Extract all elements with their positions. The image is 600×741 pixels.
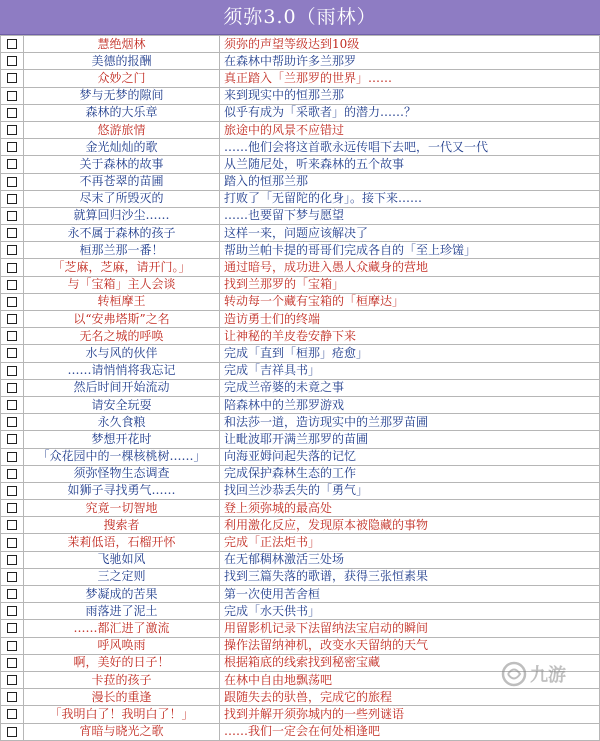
achievement-description: 让神秘的羊皮卷安静下来 <box>220 328 600 345</box>
achievement-name: 搜索者 <box>24 517 220 534</box>
achievement-name: ……请悄悄将我忘记 <box>24 362 220 379</box>
table-row <box>1 345 600 362</box>
achievement-name: 「众花园中的一棵核桃树……」 <box>24 448 220 465</box>
row-checkbox-cell <box>1 586 24 603</box>
row-checkbox-cell <box>1 482 24 499</box>
table-row <box>1 328 600 345</box>
table-row <box>1 207 600 224</box>
achievement-name: 漫长的重逢 <box>24 689 220 706</box>
achievement-name: 须弥怪物生态调查 <box>24 465 220 482</box>
achievement-description: 真正踏入「兰那罗的世界」…… <box>220 70 600 87</box>
table-row <box>1 379 600 396</box>
achievement-description: 完成保护森林生态的工作 <box>220 465 600 482</box>
achievement-description: 让毗波耶开满兰那罗的苗圃 <box>220 431 600 448</box>
table-row <box>1 156 600 173</box>
checkbox[interactable] <box>7 73 17 83</box>
table-row <box>1 723 600 740</box>
achievement-description: 完成「正法炬书」 <box>220 534 600 551</box>
row-checkbox-cell <box>1 225 24 242</box>
row-checkbox-cell <box>1 637 24 654</box>
row-checkbox-cell <box>1 293 24 310</box>
checkbox[interactable] <box>7 280 17 290</box>
page-title-text: 须弥3.0（雨林） <box>223 6 377 28</box>
table-row <box>1 70 600 87</box>
checkbox[interactable] <box>7 658 17 668</box>
site-logo-icon <box>500 659 594 689</box>
achievement-description: 踏入的恒那兰那 <box>220 173 600 190</box>
checkbox[interactable] <box>7 211 17 221</box>
achievement-name: 美德的报酬 <box>24 53 220 70</box>
achievement-name: 茉莉低语，石榴开怀 <box>24 534 220 551</box>
checkbox[interactable] <box>7 297 17 307</box>
table-row <box>1 620 600 637</box>
row-checkbox-cell <box>1 276 24 293</box>
achievement-description: ……我们一定会在何处相逢吧 <box>220 723 600 740</box>
achievement-name: 就算回归沙尘…… <box>24 207 220 224</box>
page-title <box>0 0 600 35</box>
achievement-name: 宵暗与晓光之歌 <box>24 723 220 740</box>
table-row <box>1 104 600 121</box>
checkbox[interactable] <box>7 727 17 737</box>
achievement-name: 金光灿灿的歌 <box>24 139 220 156</box>
achievement-name: 桓那兰那一番！ <box>24 242 220 259</box>
achievement-rows <box>1 36 600 741</box>
achievement-description: 在林中自由地飘荡吧 <box>220 671 600 688</box>
achievement-name: 究竟一切智地 <box>24 500 220 517</box>
checkbox[interactable] <box>7 400 17 410</box>
checkbox[interactable] <box>7 452 17 462</box>
row-checkbox-cell <box>1 311 24 328</box>
row-checkbox-cell <box>1 568 24 585</box>
achievement-description: 从兰随尼处，听来森林的五个故事 <box>220 156 600 173</box>
achievement-description: 陪森林中的兰那罗游戏 <box>220 396 600 413</box>
row-checkbox-cell <box>1 53 24 70</box>
checkbox[interactable] <box>7 159 17 169</box>
checkbox[interactable] <box>7 589 17 599</box>
checkbox[interactable] <box>7 39 17 49</box>
achievement-description: 完成「吉祥具书」 <box>220 362 600 379</box>
table-row <box>1 517 600 534</box>
achievement-name: 不再苍翠的苗圃 <box>24 173 220 190</box>
table-row <box>1 396 600 413</box>
achievement-name: 梦与无梦的隙间 <box>24 87 220 104</box>
achievement-description: 完成兰帝婆的未竟之事 <box>220 379 600 396</box>
checkbox[interactable] <box>7 125 17 135</box>
table-row <box>1 121 600 138</box>
row-checkbox-cell <box>1 173 24 190</box>
achievement-description: ……他们会将这首歌永远传唱下去吧，一代又一代 <box>220 139 600 156</box>
checkbox[interactable] <box>7 692 17 702</box>
achievement-table <box>0 35 600 741</box>
achievement-description: 似乎有成为「采歌者」的潜力……？ <box>220 104 600 121</box>
achievement-description: 找到三篇失落的歌谱，获得三张恒素果 <box>220 568 600 585</box>
achievement-description: 找回兰沙恭丢失的「勇气」 <box>220 482 600 499</box>
achievement-description: 第一次使用苦舍桓 <box>220 586 600 603</box>
achievement-name: 呼风唤雨 <box>24 637 220 654</box>
achievement-name: 然后时间开始流动 <box>24 379 220 396</box>
table-row <box>1 414 600 431</box>
row-checkbox-cell <box>1 671 24 688</box>
achievement-name: 关于森林的故事 <box>24 156 220 173</box>
achievement-description: 找到兰那罗的「宝箱」 <box>220 276 600 293</box>
checkbox[interactable] <box>7 194 17 204</box>
row-checkbox-cell <box>1 87 24 104</box>
table-row <box>1 706 600 723</box>
table-row <box>1 551 600 568</box>
achievement-name: 三之定则 <box>24 568 220 585</box>
achievement-name: 众妙之门 <box>24 70 220 87</box>
checkbox[interactable] <box>7 520 17 530</box>
checkbox[interactable] <box>7 91 17 101</box>
achievement-name: 与「宝箱」主人会谈 <box>24 276 220 293</box>
row-checkbox-cell <box>1 156 24 173</box>
achievement-description: ……也要留下梦与愿望 <box>220 207 600 224</box>
achievement-description: 完成「直到「桓那」疮愈」 <box>220 345 600 362</box>
row-checkbox-cell <box>1 706 24 723</box>
row-checkbox-cell <box>1 207 24 224</box>
row-checkbox-cell <box>1 534 24 551</box>
checkbox[interactable] <box>7 572 17 582</box>
row-checkbox-cell <box>1 104 24 121</box>
checkbox[interactable] <box>7 142 17 152</box>
checkbox[interactable] <box>7 331 17 341</box>
achievement-name: 慧绝烟林 <box>24 36 220 53</box>
achievement-description: 转动每一个藏有宝箱的「桓摩达」 <box>220 293 600 310</box>
table-row <box>1 259 600 276</box>
achievement-name: 请安全玩耍 <box>24 396 220 413</box>
checkbox[interactable] <box>7 228 17 238</box>
row-checkbox-cell <box>1 603 24 620</box>
table-row <box>1 482 600 499</box>
achievement-description: 根据箱底的线索找到秘密宝藏 <box>220 654 600 671</box>
table-row <box>1 689 600 706</box>
row-checkbox-cell <box>1 362 24 379</box>
checkbox[interactable] <box>7 108 17 118</box>
achievement-name: 森林的大乐章 <box>24 104 220 121</box>
checkbox[interactable] <box>7 263 17 273</box>
row-checkbox-cell <box>1 345 24 362</box>
row-checkbox-cell <box>1 242 24 259</box>
table-row <box>1 293 600 310</box>
achievement-description: 通过暗号，成功进入愚人众藏身的营地 <box>220 259 600 276</box>
checkbox[interactable] <box>7 503 17 513</box>
table-row <box>1 139 600 156</box>
checkbox[interactable] <box>7 434 17 444</box>
row-checkbox-cell <box>1 259 24 276</box>
table-row <box>1 362 600 379</box>
achievement-name: 啊，美好的日子！ <box>24 654 220 671</box>
achievement-name: 雨落进了泥土 <box>24 603 220 620</box>
table-row <box>1 465 600 482</box>
row-checkbox-cell <box>1 551 24 568</box>
achievement-name: 转桓摩王 <box>24 293 220 310</box>
table-row <box>1 637 600 654</box>
table-row <box>1 190 600 207</box>
achievement-description: 在无郁稠林激活三处场 <box>220 551 600 568</box>
row-checkbox-cell <box>1 379 24 396</box>
table-row <box>1 36 600 53</box>
achievement-description: 帮助兰帕卡提的哥哥们完成各自的「至上珍馐」 <box>220 242 600 259</box>
achievement-description: 跟随失去的驮兽，完成它的旅程 <box>220 689 600 706</box>
table-row <box>1 431 600 448</box>
checkbox[interactable] <box>7 675 17 685</box>
achievement-name: ……都汇进了激流 <box>24 620 220 637</box>
row-checkbox-cell <box>1 139 24 156</box>
achievement-description: 这样一来，问题应该解决了 <box>220 225 600 242</box>
achievement-name: 梦凝成的苦果 <box>24 586 220 603</box>
checkbox[interactable] <box>7 314 17 324</box>
achievement-description: 在森林中帮助许多兰那罗 <box>220 53 600 70</box>
row-checkbox-cell <box>1 396 24 413</box>
row-checkbox-cell <box>1 448 24 465</box>
achievement-description: 旅途中的风景不应错过 <box>220 121 600 138</box>
achievement-description: 须弥的声望等级达到10级 <box>220 36 600 53</box>
achievement-name: 梦想开花时 <box>24 431 220 448</box>
checkbox[interactable] <box>7 555 17 565</box>
row-checkbox-cell <box>1 620 24 637</box>
achievement-description: 来到现实中的恒那兰那 <box>220 87 600 104</box>
achievement-description: 完成「水天供书」 <box>220 603 600 620</box>
table-row <box>1 276 600 293</box>
achievement-name: 飞驰如风 <box>24 551 220 568</box>
checkbox[interactable] <box>7 709 17 719</box>
checkbox[interactable] <box>7 606 17 616</box>
achievement-name: 水与风的伙伴 <box>24 345 220 362</box>
row-checkbox-cell <box>1 190 24 207</box>
checkbox[interactable] <box>7 366 17 376</box>
achievement-description: 操作法留纳神机，改变水天留纳的天气 <box>220 637 600 654</box>
row-checkbox-cell <box>1 121 24 138</box>
table-row <box>1 500 600 517</box>
table-row <box>1 568 600 585</box>
row-checkbox-cell <box>1 500 24 517</box>
table-row <box>1 448 600 465</box>
checkbox[interactable] <box>7 486 17 496</box>
achievement-name: 无名之城的呼唤 <box>24 328 220 345</box>
checkbox[interactable] <box>7 641 17 651</box>
row-checkbox-cell <box>1 414 24 431</box>
achievement-name: 「我明白了！我明白了！」 <box>24 706 220 723</box>
achievement-name: 永不属于森林的孩子 <box>24 225 220 242</box>
row-checkbox-cell <box>1 36 24 53</box>
row-checkbox-cell <box>1 431 24 448</box>
row-checkbox-cell <box>1 465 24 482</box>
table-row <box>1 225 600 242</box>
achievement-name: 「芝麻，芝麻，请开门。」 <box>24 259 220 276</box>
table-row <box>1 242 600 259</box>
checkbox[interactable] <box>7 383 17 393</box>
table-row <box>1 603 600 620</box>
achievement-name: 永久食粮 <box>24 414 220 431</box>
achievement-description: 利用激化反应，发现原本被隐藏的事物 <box>220 517 600 534</box>
achievement-name: 悠游旅情 <box>24 121 220 138</box>
row-checkbox-cell <box>1 517 24 534</box>
achievement-description: 向海亚姆问起失落的记忆 <box>220 448 600 465</box>
checkbox[interactable] <box>7 177 17 187</box>
achievement-name: 如狮子寻找勇气…… <box>24 482 220 499</box>
checkbox[interactable] <box>7 417 17 427</box>
achievement-description: 和法莎一道，造访现实中的兰那罗苗圃 <box>220 414 600 431</box>
achievement-name: 卡菈的孩子 <box>24 671 220 688</box>
achievement-description: 用留影机记录下法留纳法宝启动的瞬间 <box>220 620 600 637</box>
table-row <box>1 173 600 190</box>
row-checkbox-cell <box>1 328 24 345</box>
achievement-description: 登上须弥城的最高处 <box>220 500 600 517</box>
achievement-description: 打败了「无留陀的化身」。接下来…… <box>220 190 600 207</box>
table-row <box>1 311 600 328</box>
checkbox[interactable] <box>7 469 17 479</box>
checkbox[interactable] <box>7 623 17 633</box>
checkbox[interactable] <box>7 538 17 548</box>
checkbox[interactable] <box>7 56 17 66</box>
row-checkbox-cell <box>1 70 24 87</box>
table-row <box>1 586 600 603</box>
achievement-name: 尽末了所毁灭的 <box>24 190 220 207</box>
checkbox[interactable] <box>7 245 17 255</box>
table-row <box>1 534 600 551</box>
achievement-description: 造访勇士们的终端 <box>220 311 600 328</box>
row-checkbox-cell <box>1 723 24 740</box>
table-row <box>1 53 600 70</box>
achievement-name: 以“安弗塔斯”之名 <box>24 311 220 328</box>
table-row <box>1 87 600 104</box>
achievement-description: 找到并解开须弥城内的一些列谜语 <box>220 706 600 723</box>
row-checkbox-cell <box>1 689 24 706</box>
row-checkbox-cell <box>1 654 24 671</box>
checkbox[interactable] <box>7 348 17 358</box>
svg-text:九游: 九游 <box>530 665 566 686</box>
